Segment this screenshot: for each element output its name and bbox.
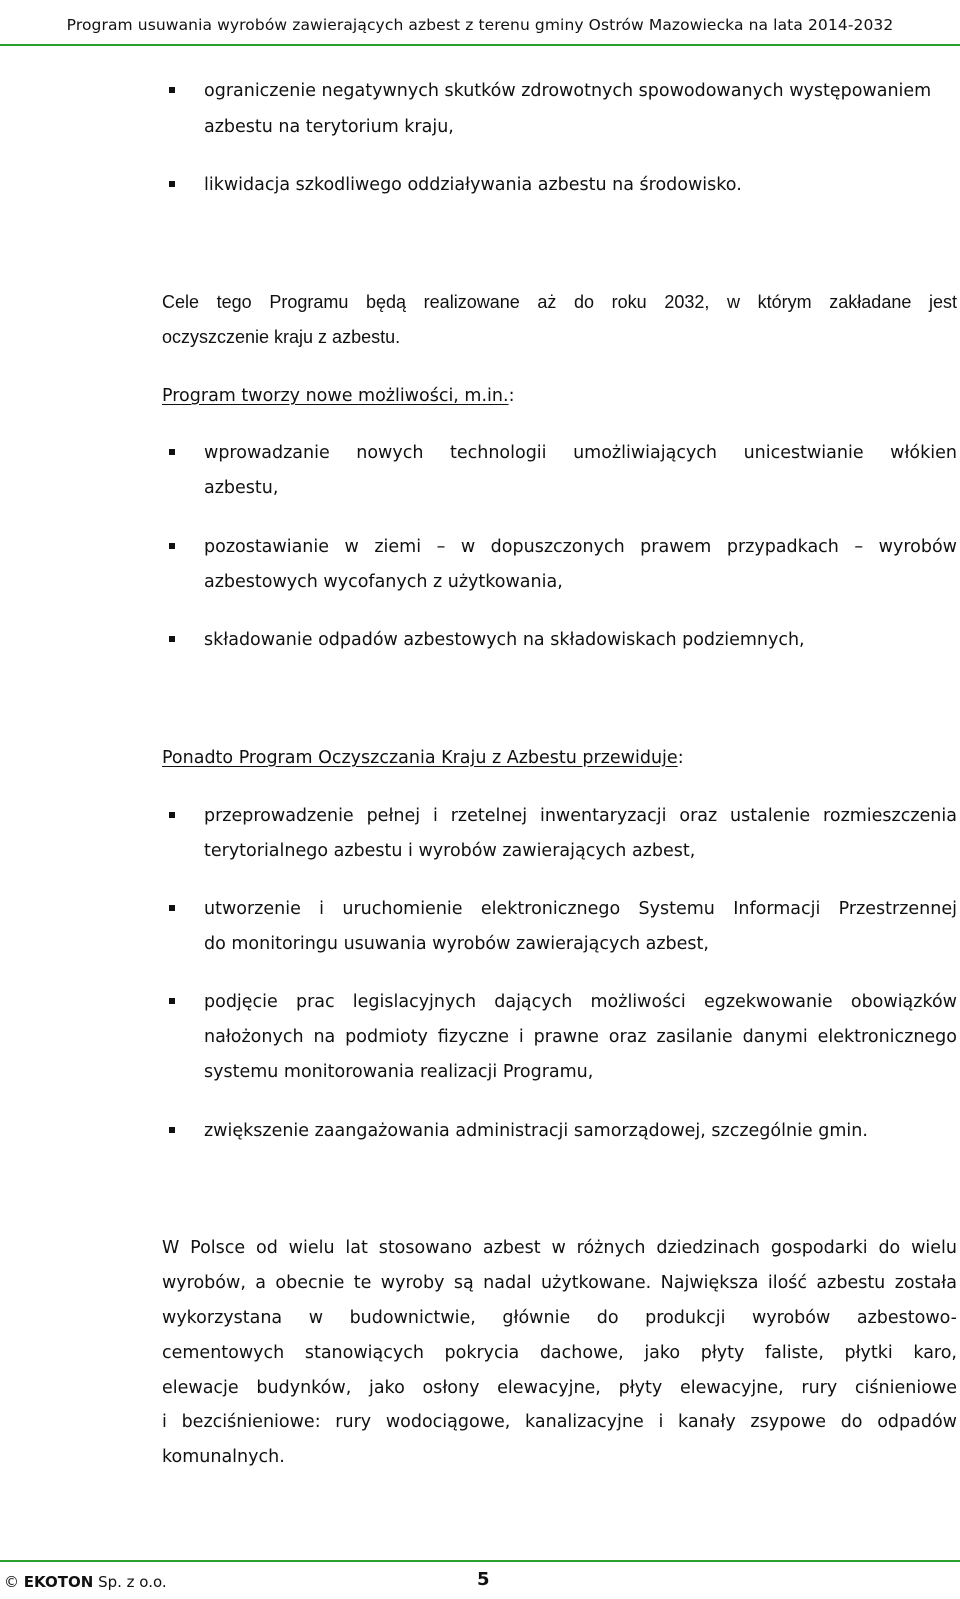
heading-program-opportunities [162, 385, 514, 407]
heading-program-provides [162, 747, 684, 769]
bullet-icon [169, 998, 175, 1004]
list2-item1-line2: azbestu, [204, 478, 279, 498]
bullet-icon [169, 87, 175, 93]
page-footer [0, 1560, 960, 1599]
list2-item2-line1: pozostawianie w ziemi – w dopuszczonych prawem przypadkach – wyrobów [204, 537, 957, 557]
bullet-icon [169, 905, 175, 911]
page-header [0, 0, 960, 46]
para2-line1: W Polsce od wielu lat stosowano azbest w różnych dziedzinach gospodarki do wielu [162, 1238, 957, 1258]
para1-line2: oczyszczenie kraju z azbestu. [162, 327, 401, 347]
heading3-text: Ponadto Program Oczyszczania Kraju z Azbestu przewiduje [162, 748, 678, 768]
para2-line5: elewacje budynków, jako osłony elewacyjne, płyty elewacyjne, rury ciśnieniowe [162, 1378, 957, 1398]
para2-line2: wyrobów, a obecnie te wyroby są nadal użytkowane. Największa ilość azbestu została [162, 1273, 957, 1293]
list1-item1-line2: azbestu na terytorium kraju, [204, 117, 454, 137]
list2-item1-line1: wprowadzanie nowych technologii umożliwiających unicestwianie włókien [204, 443, 957, 463]
company-suffix: Sp. z o.o. [98, 1573, 167, 1591]
list3-item3-line1: podjęcie prac legislacyjnych dających możliwości egzekwowanie obowiązków [204, 992, 957, 1012]
heading2-suffix: : [508, 386, 515, 406]
para2-line4: cementowych stanowiących pokrycia dachowe, jako płyty faliste, płytki karo, [162, 1343, 957, 1363]
footer-company [4, 1573, 167, 1591]
para2-line7: komunalnych. [162, 1447, 285, 1467]
list1-item1-line1: ograniczenie negatywnych skutków zdrowotnych spowodowanych występowaniem [204, 81, 932, 101]
list3-item3-line3: systemu monitorowania realizacji Programu, [204, 1062, 594, 1082]
list2-item2-line2: azbestowych wycofanych z użytkowania, [204, 572, 563, 592]
para1-line1: Cele tego Programu będą realizowane aż do roku 2032, w którym zakładane jest [162, 292, 957, 312]
heading3-suffix: : [677, 748, 684, 768]
list2-item3-line1: składowanie odpadów azbestowych na składowiskach podziemnych, [204, 630, 805, 650]
list3-item2-line2: do monitoringu usuwania wyrobów zawierających azbest, [204, 934, 709, 954]
bullet-icon [169, 181, 175, 187]
copyright-icon: © [4, 1573, 19, 1591]
bullet-icon [169, 812, 175, 818]
list3-item2-line1: utworzenie i uruchomienie elektronicznego Systemu Informacji Przestrzennej [204, 899, 957, 919]
bullet-icon [169, 1127, 175, 1133]
list3-item1-line2: terytorialnego azbestu i wyrobów zawierających azbest, [204, 841, 696, 861]
bullet-icon [169, 636, 175, 642]
bullet-icon [169, 449, 175, 455]
list3-item3-line2: nałożonych na podmioty fizyczne i prawne oraz zasilanie danymi elektronicznego [204, 1027, 957, 1047]
list3-item4-line1: zwiększenie zaangażowania administracji samorządowej, szczególnie gmin. [204, 1121, 868, 1141]
company-name: EKOTON [23, 1573, 94, 1591]
heading2-text: Program tworzy nowe możliwości, m.in. [162, 386, 509, 406]
para2-line3: wykorzystana w budownictwie, głównie do produkcji wyrobów azbestowo- [162, 1308, 957, 1328]
list3-item1-line1: przeprowadzenie pełnej i rzetelnej inwentaryzacji oraz ustalenie rozmieszczenia [204, 806, 957, 826]
para2-line6: i bezciśnieniowe: rury wodociągowe, kanalizacyjne i kanały zsypowe do odpadów [162, 1412, 957, 1432]
list1-item2-line1: likwidacja szkodliwego oddziaływania azbestu na środowisko. [204, 175, 742, 195]
page-number: 5 [477, 1569, 490, 1590]
header-title: Program usuwania wyrobów zawierających azbest z terenu gminy Ostrów Mazowiecka na lata 2014-2032 [66, 16, 894, 34]
bullet-icon [169, 543, 175, 549]
